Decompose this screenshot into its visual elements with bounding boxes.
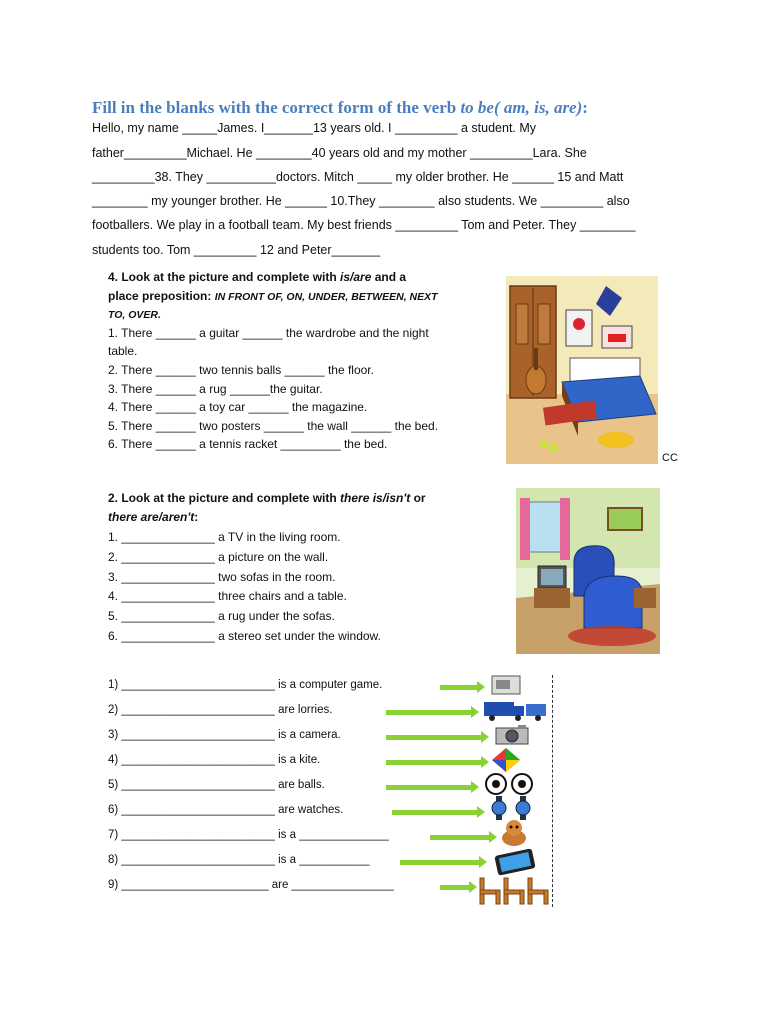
lorry-icon <box>482 698 548 722</box>
exercise2-item-1: 1. ______________ a TV in the living room. <box>108 530 341 544</box>
phone-icon <box>492 848 542 876</box>
arrow-8 <box>400 860 480 865</box>
exercise3-item-8: 8) ________________________ is a ___________ <box>108 854 370 866</box>
dashed-divider <box>552 675 553 907</box>
paragraph-line-6: students too. Tom _________ 12 and Peter_______ <box>92 243 381 257</box>
exercise2-item-5: 5. ______________ a rug under the sofas. <box>108 609 335 623</box>
arrow-1 <box>440 685 478 690</box>
game-console-icon <box>486 673 536 697</box>
paragraph-line-1: Hello, my name _____James. I_______13 years old. I _________ a student. My <box>92 121 537 135</box>
exercise3-item-7: 7) ________________________ is a ______________ <box>108 829 389 841</box>
exercise4-item-5: 5. There ______ two posters ______ the wall ______ the bed. <box>108 419 439 433</box>
arrow-3 <box>386 735 482 740</box>
arrow-7 <box>430 835 490 840</box>
exercise4-item-4: 4. There ______ a toy car ______ the magazine. <box>108 400 368 414</box>
exercise3-item-9: 9) _______________________ are ________________ <box>108 879 394 891</box>
paragraph-line-3: _________38. They __________doctors. Mitch _____ my older brother. He ______ 15 and Matt <box>92 170 624 184</box>
exercise3-item-5: 5) ________________________ are balls. <box>108 779 325 791</box>
chairs-icon <box>476 876 552 906</box>
worksheet-title <box>92 98 692 118</box>
camera-icon <box>490 723 540 747</box>
paragraph-line-5: footballers. We play in a football team. My best friends _________ Tom and Peter. They ________ <box>92 218 636 232</box>
paragraph-line-2: father_________Michael. He ________40 years old and my mother _________Lara. She <box>92 146 587 160</box>
exercise3-item-3: 3) ________________________ is a camera. <box>108 729 341 741</box>
arrow-2 <box>386 710 472 715</box>
living-room-picture <box>516 488 660 654</box>
exercise2-item-3: 3. ______________ two sofas in the room. <box>108 570 336 584</box>
exercise3-item-2: 2) ________________________ are lorries. <box>108 704 333 716</box>
exercise2-heading-b: there are/aren't: <box>108 510 199 524</box>
arrow-4 <box>386 760 482 765</box>
paragraph-line-4: ________ my younger brother. He ______ 10.They ________ also students. We _________ also <box>92 194 630 208</box>
exercise4-item-1b: table. <box>108 344 138 358</box>
exercise3-item-6: 6) ________________________ are watches. <box>108 804 344 816</box>
exercise4-heading-a: 4. Look at the picture and complete with is/are and a <box>108 270 407 284</box>
exercise4-item-2: 2. There ______ two tennis balls ______ the floor. <box>108 363 374 377</box>
exercise3-item-4: 4) ________________________ is a kite. <box>108 754 321 766</box>
exercise4-item-3: 3. There ______ a rug ______the guitar. <box>108 382 323 396</box>
arrow-6 <box>392 810 478 815</box>
watches-icon <box>488 796 538 820</box>
exercise2-item-2: 2. ______________ a picture on the wall. <box>108 550 329 564</box>
exercise4-item-1: 1. There ______ a guitar ______ the wardrobe and the night <box>108 326 429 340</box>
exercise4-item-6: 6. There ______ a tennis racket _________ the bed. <box>108 437 388 451</box>
arrow-5 <box>386 785 472 790</box>
exercise2-item-6: 6. ______________ a stereo set under the window. <box>108 629 381 643</box>
exercise4-heading-c: TO, OVER. <box>108 309 161 321</box>
arrow-9 <box>440 885 470 890</box>
exercise3-item-1: 1) ________________________ is a computer game. <box>108 679 383 691</box>
balls-icon <box>484 772 534 796</box>
kite-icon <box>490 746 540 774</box>
exercise2-heading-a: 2. Look at the picture and complete with there is/isn't or <box>108 491 426 505</box>
title-main: Fill in the blanks with the correct form of the verb <box>92 98 461 117</box>
bedroom-picture <box>506 276 658 464</box>
title-italic: to be( am, is, are) <box>460 98 583 117</box>
exercise2-item-4: 4. ______________ three chairs and a table. <box>108 589 347 603</box>
exercise4-heading-b: place preposition: IN FRONT OF, ON, UNDER, BETWEEN, NEXT <box>108 289 438 303</box>
dog-icon <box>498 818 548 848</box>
cc-note: CC <box>662 452 678 464</box>
title-end: : <box>582 98 588 117</box>
